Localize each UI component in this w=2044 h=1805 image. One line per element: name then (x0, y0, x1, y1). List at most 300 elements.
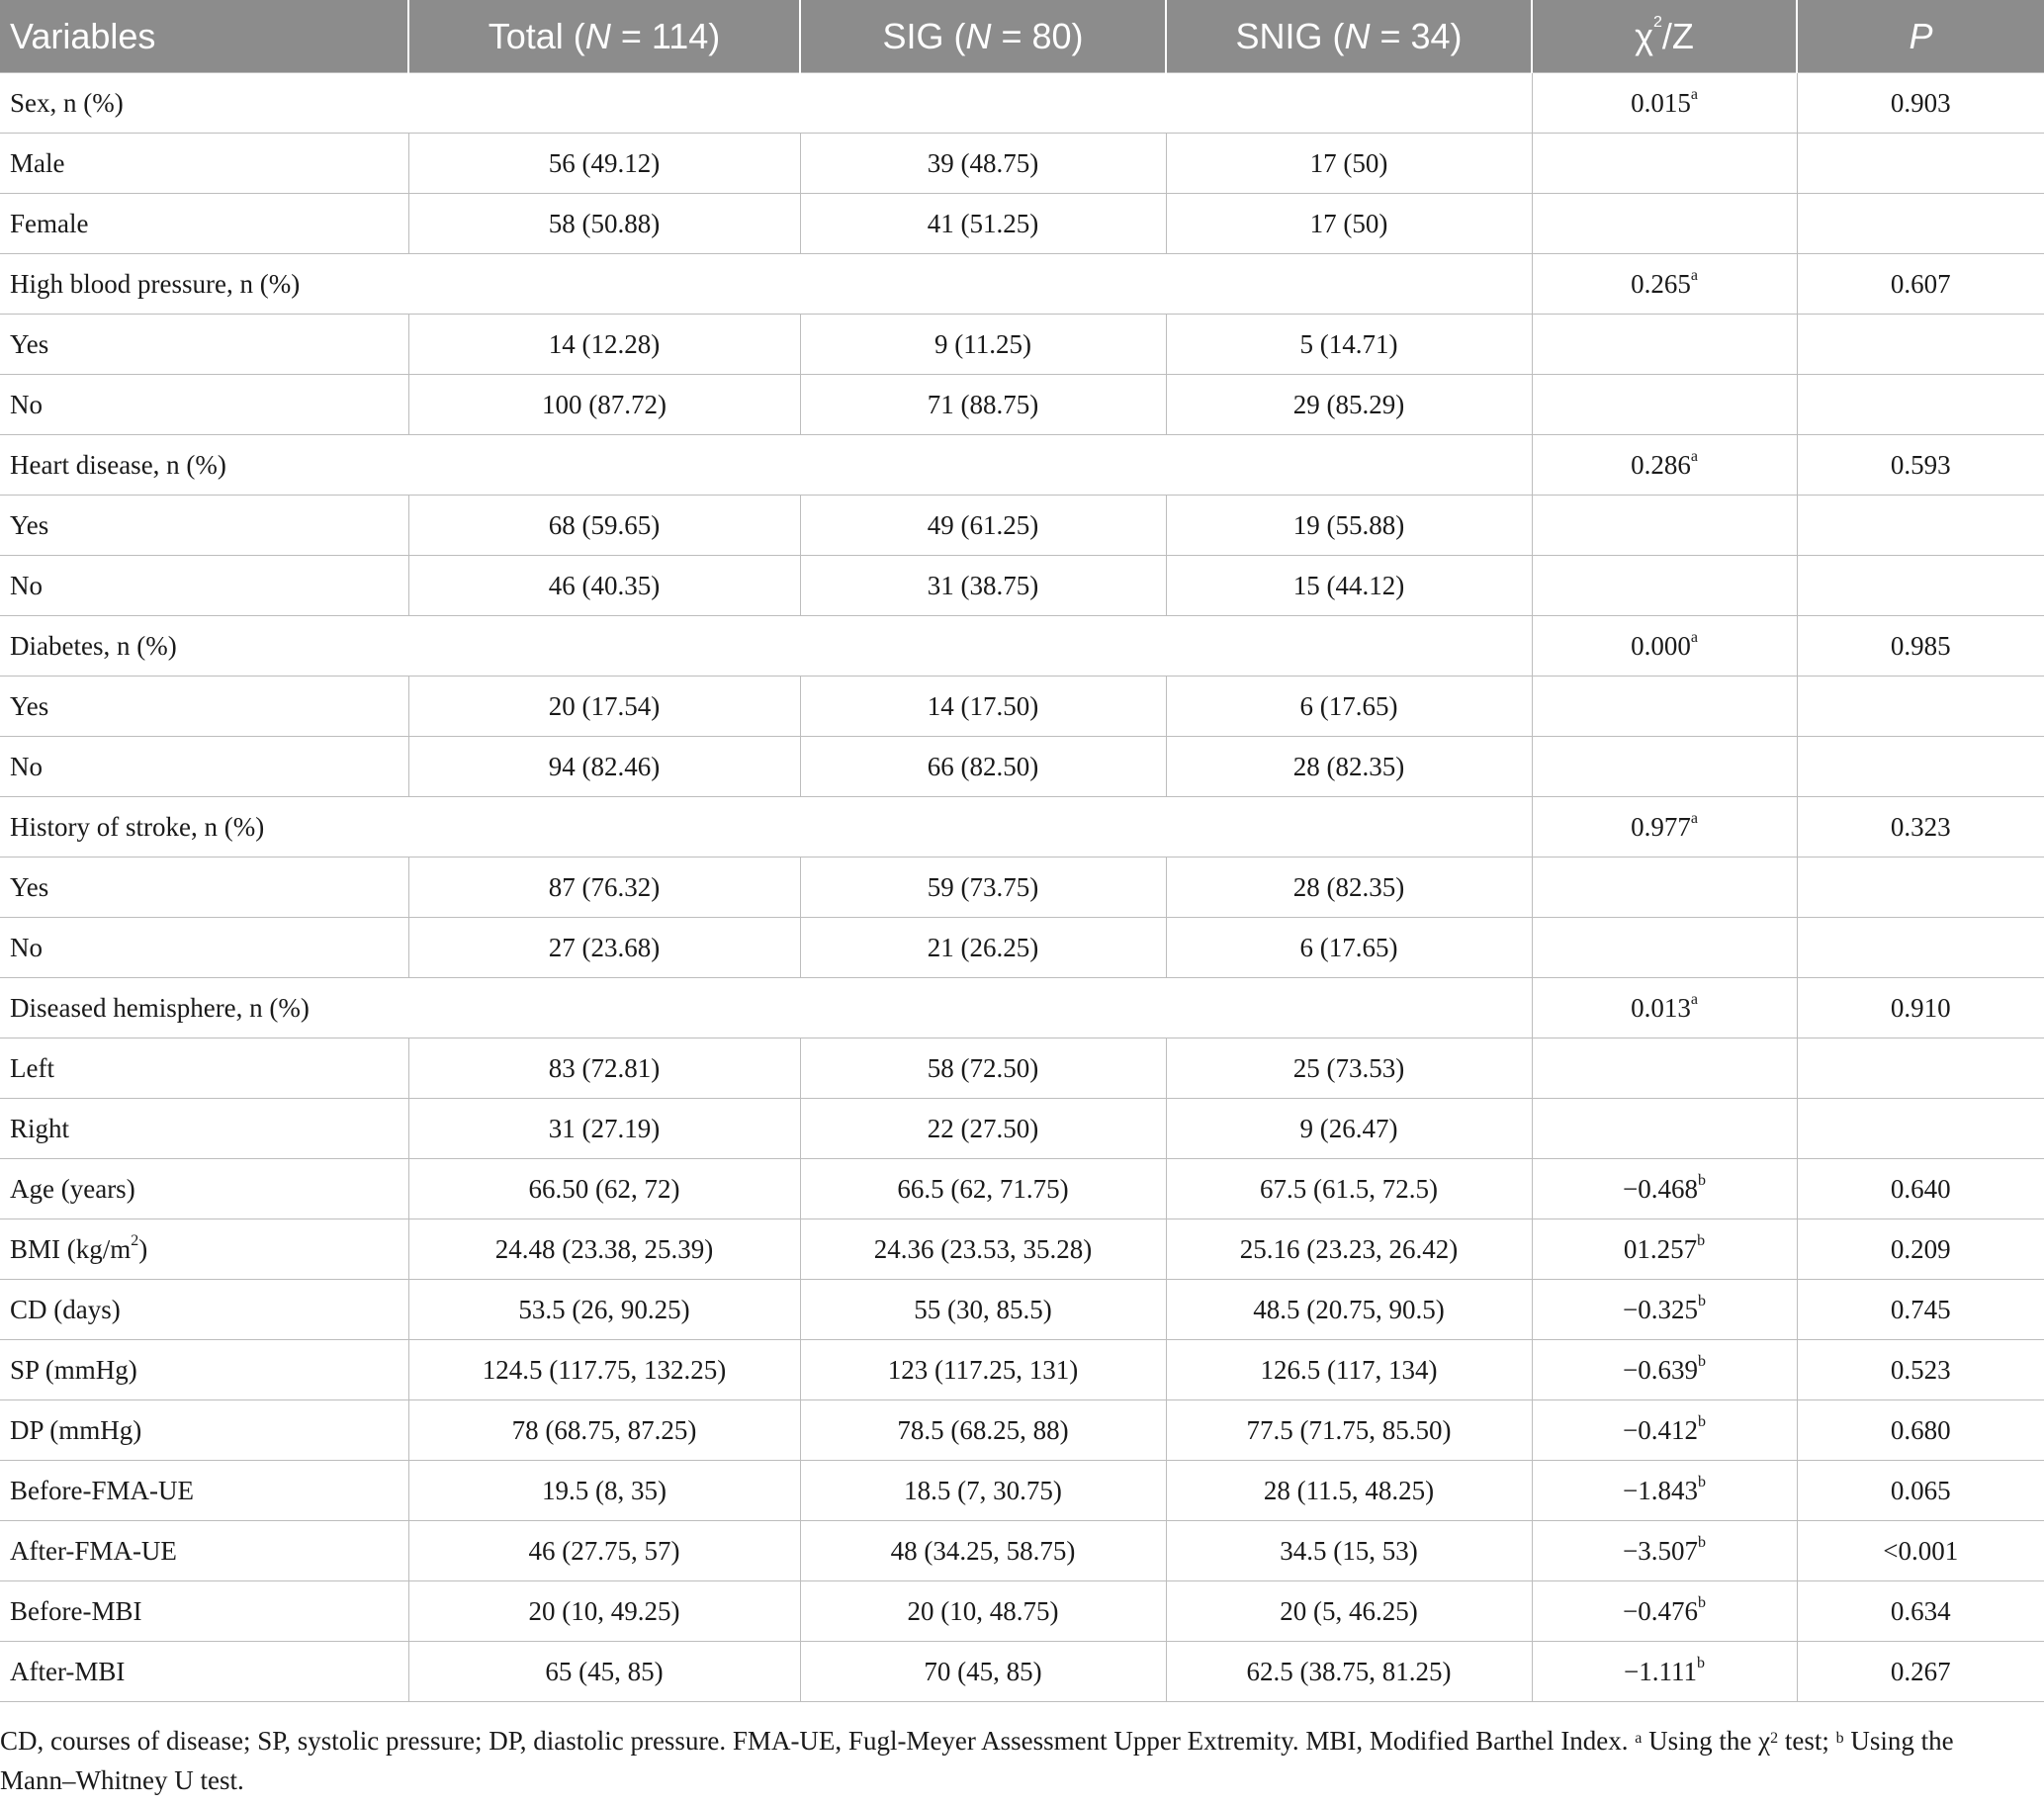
total-cell (408, 737, 800, 797)
total-value: 19.5 (8, 35) (542, 1475, 667, 1505)
snig-cell (1166, 1642, 1532, 1702)
snig-value: 17 (50) (1309, 147, 1388, 178)
statistic-value: −1.843 (1623, 1475, 1698, 1505)
statistic-cell (1532, 737, 1797, 797)
variable-label-cell (0, 857, 408, 918)
group-label: Heart disease, n (%) (10, 449, 226, 480)
total-cell (408, 918, 800, 978)
variable-label-cell (0, 1099, 408, 1159)
sig-value: 78.5 (68.25, 88) (897, 1414, 1069, 1445)
variable-label-cell (0, 1038, 408, 1099)
total-value: 14 (12.28) (548, 328, 661, 359)
snig-value: 25.16 (23.23, 26.42) (1239, 1233, 1459, 1264)
variable-label: CD (days) (10, 1294, 121, 1324)
group-label-cell (0, 616, 1532, 677)
p-value-cell (1797, 1159, 2044, 1219)
variable-label: Right (10, 1113, 70, 1143)
statistic-cell (1532, 1521, 1797, 1581)
snig-value: 29 (85.29) (1292, 389, 1405, 419)
p-value-cell (1797, 496, 2044, 556)
table-group-row (0, 797, 2044, 857)
table-row (0, 1340, 2044, 1400)
variable-label-cell (0, 194, 408, 254)
total-cell (408, 375, 800, 435)
sig-cell (800, 496, 1166, 556)
p-value: 0.985 (1890, 630, 1951, 661)
sig-cell (800, 737, 1166, 797)
variable-label: Age (years) (10, 1173, 135, 1204)
variable-label-cell (0, 1340, 408, 1400)
p-value-cell (1797, 556, 2044, 616)
table-row (0, 857, 2044, 918)
total-value: 20 (17.54) (548, 690, 661, 721)
snig-value: 28 (11.5, 48.25) (1263, 1475, 1435, 1505)
snig-value: 19 (55.88) (1292, 509, 1405, 540)
test-marker: b (1697, 1473, 1706, 1490)
table-row (0, 1099, 2044, 1159)
p-value-cell (1797, 677, 2044, 737)
variable-label: Before-MBI (10, 1595, 142, 1626)
table-row (0, 375, 2044, 435)
snig-cell (1166, 1461, 1532, 1521)
table-row (0, 496, 2044, 556)
statistic-cell (1532, 556, 1797, 616)
total-value: 94 (82.46) (548, 751, 661, 781)
snig-cell (1166, 1099, 1532, 1159)
snig-value: 6 (17.65) (1299, 690, 1398, 721)
sig-value: 71 (88.75) (927, 389, 1039, 419)
statistic-value: −0.476 (1623, 1595, 1698, 1626)
test-marker: a (1690, 628, 1698, 646)
p-value: 0.523 (1890, 1354, 1951, 1385)
test-marker: a (1690, 266, 1698, 284)
test-marker: b (1696, 1654, 1705, 1671)
total-cell (408, 1099, 800, 1159)
statistic-cell (1532, 1642, 1797, 1702)
statistic-value: 0.977 (1631, 811, 1691, 842)
total-cell (408, 1159, 800, 1219)
group-label-cell (0, 978, 1532, 1038)
p-value: 0.745 (1890, 1294, 1951, 1324)
header-p-value: P (1797, 0, 2044, 73)
statistic-cell (1532, 1340, 1797, 1400)
test-marker: b (1697, 1593, 1706, 1611)
p-value: <0.001 (1883, 1535, 1959, 1566)
p-value: 0.910 (1890, 992, 1951, 1023)
snig-cell (1166, 134, 1532, 194)
snig-cell (1166, 194, 1532, 254)
statistic-value: 0.013 (1631, 992, 1691, 1023)
statistic-cell (1532, 73, 1797, 134)
sig-cell (800, 1581, 1166, 1642)
snig-cell (1166, 1581, 1532, 1642)
total-value: 65 (45, 85) (545, 1656, 664, 1686)
p-value-cell (1797, 918, 2044, 978)
variable-label: After-MBI (10, 1656, 126, 1686)
test-marker: a (1690, 447, 1698, 465)
statistic-value: −0.325 (1623, 1294, 1698, 1324)
statistic-cell (1532, 918, 1797, 978)
total-cell (408, 1340, 800, 1400)
sig-cell (800, 315, 1166, 375)
total-value: 100 (87.72) (542, 389, 667, 419)
variable-label-cell (0, 677, 408, 737)
snig-cell (1166, 1521, 1532, 1581)
snig-value: 48.5 (20.75, 90.5) (1253, 1294, 1445, 1324)
p-value-cell (1797, 375, 2044, 435)
p-value-cell (1797, 978, 2044, 1038)
variable-label-cell (0, 496, 408, 556)
header-total: Total (N = 114) (408, 0, 800, 73)
header-variables: Variables (0, 0, 408, 73)
sig-value: 59 (73.75) (927, 871, 1039, 902)
snig-value: 62.5 (38.75, 81.25) (1246, 1656, 1452, 1686)
table-row (0, 315, 2044, 375)
variable-label: Before-FMA-UE (10, 1475, 194, 1505)
variable-label: Yes (10, 328, 49, 359)
table-group-row (0, 978, 2044, 1038)
total-value: 46 (27.75, 57) (528, 1535, 680, 1566)
statistic-value: 0.000 (1631, 630, 1691, 661)
total-cell (408, 677, 800, 737)
total-cell (408, 496, 800, 556)
variable-label-cell (0, 1642, 408, 1702)
p-value-cell (1797, 1400, 2044, 1461)
table-group-row (0, 435, 2044, 496)
total-cell (408, 1642, 800, 1702)
sig-cell (800, 1461, 1166, 1521)
snig-cell (1166, 1400, 1532, 1461)
statistic-cell (1532, 857, 1797, 918)
variable-label: DP (mmHg) (10, 1414, 142, 1445)
total-cell (408, 194, 800, 254)
total-cell (408, 1038, 800, 1099)
group-label: Diabetes, n (%) (10, 630, 177, 661)
statistic-cell (1532, 496, 1797, 556)
variable-label: After-FMA-UE (10, 1535, 177, 1566)
statistic-cell (1532, 797, 1797, 857)
header-snig: SNIG (N = 34) (1166, 0, 1532, 73)
p-value: 0.065 (1890, 1475, 1951, 1505)
sig-value: 66 (82.50) (927, 751, 1039, 781)
table-row (0, 1461, 2044, 1521)
variable-label-cell (0, 1280, 408, 1340)
p-value-cell (1797, 254, 2044, 315)
table-row (0, 677, 2044, 737)
table-group-row (0, 254, 2044, 315)
variable-label: SP (mmHg) (10, 1354, 137, 1385)
variable-label: Yes (10, 690, 49, 721)
total-cell (408, 1581, 800, 1642)
statistic-value: 01.257 (1623, 1233, 1698, 1264)
total-value: 56 (49.12) (548, 147, 661, 178)
snig-cell (1166, 496, 1532, 556)
p-value-cell (1797, 1099, 2044, 1159)
sig-cell (800, 918, 1166, 978)
p-value: 0.323 (1890, 811, 1951, 842)
variable-label: Yes (10, 509, 49, 540)
total-value: 24.48 (23.38, 25.39) (494, 1233, 714, 1264)
snig-value: 5 (14.71) (1299, 328, 1398, 359)
sig-cell (800, 677, 1166, 737)
variable-label: Yes (10, 871, 49, 902)
total-cell (408, 857, 800, 918)
p-value-cell (1797, 435, 2044, 496)
snig-cell (1166, 375, 1532, 435)
statistic-cell (1532, 1461, 1797, 1521)
variable-label-cell (0, 918, 408, 978)
total-value: 20 (10, 49.25) (528, 1595, 680, 1626)
total-cell (408, 315, 800, 375)
table-footnote: CD, courses of disease; SP, systolic pressure; DP, diastolic pressure. FMA-UE, Fugl-Meyer Assessment Upper Extremity. MBI, Modified Barthel Index. $^a$ Using the $\chi^2$ test; $^b$ Using the Mann–Whitney U test. (0, 1726, 1954, 1795)
total-value: 83 (72.81) (548, 1052, 661, 1083)
sig-value: 41 (51.25) (927, 208, 1039, 238)
variable-label-cell (0, 375, 408, 435)
p-value-cell (1797, 1581, 2044, 1642)
statistic-cell (1532, 1581, 1797, 1642)
test-marker: a (1690, 990, 1698, 1008)
sig-value: 24.36 (23.53, 35.28) (873, 1233, 1093, 1264)
statistic-cell (1532, 616, 1797, 677)
test-marker: b (1697, 1533, 1706, 1551)
table-row (0, 1400, 2044, 1461)
snig-cell (1166, 1219, 1532, 1280)
group-label-cell (0, 435, 1532, 496)
statistic-cell (1532, 435, 1797, 496)
variable-label-cell (0, 737, 408, 797)
p-value: 0.209 (1890, 1233, 1951, 1264)
total-cell (408, 134, 800, 194)
p-value-cell (1797, 616, 2044, 677)
statistic-value: −0.639 (1623, 1354, 1698, 1385)
sig-cell (800, 1521, 1166, 1581)
total-value: 66.50 (62, 72) (528, 1173, 680, 1204)
statistic-cell (1532, 1099, 1797, 1159)
snig-value: 17 (50) (1309, 208, 1388, 238)
sig-cell (800, 1038, 1166, 1099)
statistic-cell (1532, 677, 1797, 737)
p-value-cell (1797, 857, 2044, 918)
p-value: 0.267 (1890, 1656, 1951, 1686)
snig-cell (1166, 737, 1532, 797)
snig-cell (1166, 1038, 1532, 1099)
statistic-cell (1532, 1219, 1797, 1280)
snig-value: 9 (26.47) (1299, 1113, 1398, 1143)
snig-cell (1166, 1340, 1532, 1400)
sig-value: 55 (30, 85.5) (914, 1294, 1052, 1324)
total-value: 46 (40.35) (548, 570, 661, 600)
variable-label-cell (0, 1461, 408, 1521)
snig-value: 67.5 (61.5, 72.5) (1260, 1173, 1438, 1204)
snig-cell (1166, 857, 1532, 918)
p-value-cell (1797, 1038, 2044, 1099)
sig-cell (800, 134, 1166, 194)
statistic-cell (1532, 978, 1797, 1038)
test-marker: b (1697, 1412, 1706, 1430)
test-marker: b (1697, 1292, 1706, 1309)
test-marker: a (1690, 809, 1698, 827)
test-marker: b (1697, 1171, 1706, 1189)
table-row (0, 1521, 2044, 1581)
sig-cell (800, 1219, 1166, 1280)
total-cell (408, 1219, 800, 1280)
p-value: 0.634 (1890, 1595, 1951, 1626)
p-value-cell (1797, 1219, 2044, 1280)
sig-cell (800, 556, 1166, 616)
table-row (0, 737, 2044, 797)
variable-label-cell (0, 1219, 408, 1280)
sig-value: 31 (38.75) (927, 570, 1039, 600)
p-value-cell (1797, 1642, 2044, 1702)
table-row (0, 1038, 2044, 1099)
p-value-cell (1797, 1461, 2044, 1521)
variable-label-cell (0, 134, 408, 194)
header-statistic: $\chi^2/Z$ (1532, 0, 1797, 73)
sig-value: 22 (27.50) (927, 1113, 1039, 1143)
snig-value: 126.5 (117, 134) (1260, 1354, 1438, 1385)
total-value: 68 (59.65) (548, 509, 661, 540)
sig-cell (800, 1400, 1166, 1461)
table-row (0, 1581, 2044, 1642)
sig-cell (800, 1642, 1166, 1702)
sig-cell (800, 1280, 1166, 1340)
snig-value: 28 (82.35) (1292, 751, 1405, 781)
statistic-cell (1532, 194, 1797, 254)
statistic-value: −3.507 (1623, 1535, 1698, 1566)
total-cell (408, 1461, 800, 1521)
label-superscript: 2 (131, 1231, 139, 1249)
p-value-cell (1797, 1280, 2044, 1340)
group-label-cell (0, 73, 1532, 134)
snig-value: 6 (17.65) (1299, 932, 1398, 962)
sig-value: 49 (61.25) (927, 509, 1039, 540)
statistic-value: 0.265 (1631, 268, 1691, 299)
table-row (0, 194, 2044, 254)
variable-label-cell (0, 1400, 408, 1461)
label-end: ) (138, 1233, 148, 1264)
group-label: History of stroke, n (%) (10, 811, 265, 842)
group-label: Diseased hemisphere, n (%) (10, 992, 310, 1023)
statistic-value: 0.015 (1631, 87, 1691, 118)
snig-value: 77.5 (71.75, 85.50) (1246, 1414, 1452, 1445)
p-value: 0.593 (1890, 449, 1951, 480)
table-row (0, 1159, 2044, 1219)
variable-label: Female (10, 208, 89, 238)
table-row (0, 134, 2044, 194)
variable-label: BMI (kg/m (10, 1233, 132, 1264)
test-marker: a (1690, 85, 1698, 103)
table-body (0, 73, 2044, 1702)
table-row (0, 918, 2044, 978)
p-value: 0.607 (1890, 268, 1951, 299)
table-row (0, 1280, 2044, 1340)
variable-label-cell (0, 1581, 408, 1642)
sig-value: 70 (45, 85) (924, 1656, 1042, 1686)
statistic-value: 0.286 (1631, 449, 1691, 480)
snig-value: 25 (73.53) (1292, 1052, 1405, 1083)
snig-cell (1166, 1280, 1532, 1340)
statistic-cell (1532, 1400, 1797, 1461)
sig-cell (800, 1159, 1166, 1219)
total-cell (408, 556, 800, 616)
statistic-cell (1532, 315, 1797, 375)
statistic-cell (1532, 1038, 1797, 1099)
sig-value: 58 (72.50) (927, 1052, 1039, 1083)
statistic-value: −0.468 (1623, 1173, 1698, 1204)
p-value-cell (1797, 1340, 2044, 1400)
p-value-cell (1797, 797, 2044, 857)
table-header (0, 0, 2044, 73)
statistic-cell (1532, 1159, 1797, 1219)
p-value-cell (1797, 73, 2044, 134)
group-label-cell (0, 797, 1532, 857)
total-value: 31 (27.19) (548, 1113, 661, 1143)
sig-value: 66.5 (62, 71.75) (897, 1173, 1069, 1204)
total-cell (408, 1400, 800, 1461)
statistic-cell (1532, 134, 1797, 194)
variable-label: No (10, 932, 43, 962)
total-value: 124.5 (117.75, 132.25) (482, 1354, 727, 1385)
sig-cell (800, 1099, 1166, 1159)
snig-cell (1166, 677, 1532, 737)
variable-label-cell (0, 1159, 408, 1219)
statistic-value: −0.412 (1623, 1414, 1698, 1445)
snig-cell (1166, 1159, 1532, 1219)
sig-cell (800, 375, 1166, 435)
p-value-cell (1797, 315, 2044, 375)
total-value: 58 (50.88) (548, 208, 661, 238)
sig-value: 20 (10, 48.75) (907, 1595, 1059, 1626)
header-row (0, 0, 2044, 73)
snig-value: 28 (82.35) (1292, 871, 1405, 902)
variable-label: No (10, 570, 43, 600)
snig-cell (1166, 315, 1532, 375)
table-group-row (0, 616, 2044, 677)
sig-cell (800, 1340, 1166, 1400)
variable-label: Left (10, 1052, 54, 1083)
sig-cell (800, 857, 1166, 918)
statistic-value: −1.111 (1624, 1656, 1697, 1686)
total-cell (408, 1521, 800, 1581)
variable-label: No (10, 751, 43, 781)
statistic-cell (1532, 1280, 1797, 1340)
total-value: 53.5 (26, 90.25) (518, 1294, 690, 1324)
test-marker: b (1697, 1352, 1706, 1370)
table-group-row (0, 73, 2044, 134)
p-value: 0.640 (1890, 1173, 1951, 1204)
sig-value: 18.5 (7, 30.75) (904, 1475, 1062, 1505)
variable-label: No (10, 389, 43, 419)
sig-value: 21 (26.25) (927, 932, 1039, 962)
total-cell (408, 1280, 800, 1340)
group-label: Sex, n (%) (10, 87, 124, 118)
p-value: 0.903 (1890, 87, 1951, 118)
variable-label-cell (0, 556, 408, 616)
statistic-cell (1532, 254, 1797, 315)
snig-value: 20 (5, 46.25) (1280, 1595, 1418, 1626)
p-value-cell (1797, 194, 2044, 254)
group-label: High blood pressure, n (%) (10, 268, 301, 299)
total-value: 78 (68.75, 87.25) (511, 1414, 697, 1445)
sig-value: 14 (17.50) (927, 690, 1039, 721)
sig-value: 9 (11.25) (934, 328, 1031, 359)
snig-value: 34.5 (15, 53) (1280, 1535, 1418, 1566)
total-value: 27 (23.68) (548, 932, 661, 962)
snig-value: 15 (44.12) (1292, 570, 1405, 600)
total-value: 87 (76.32) (548, 871, 661, 902)
variable-label-cell (0, 1521, 408, 1581)
sig-value: 39 (48.75) (927, 147, 1039, 178)
